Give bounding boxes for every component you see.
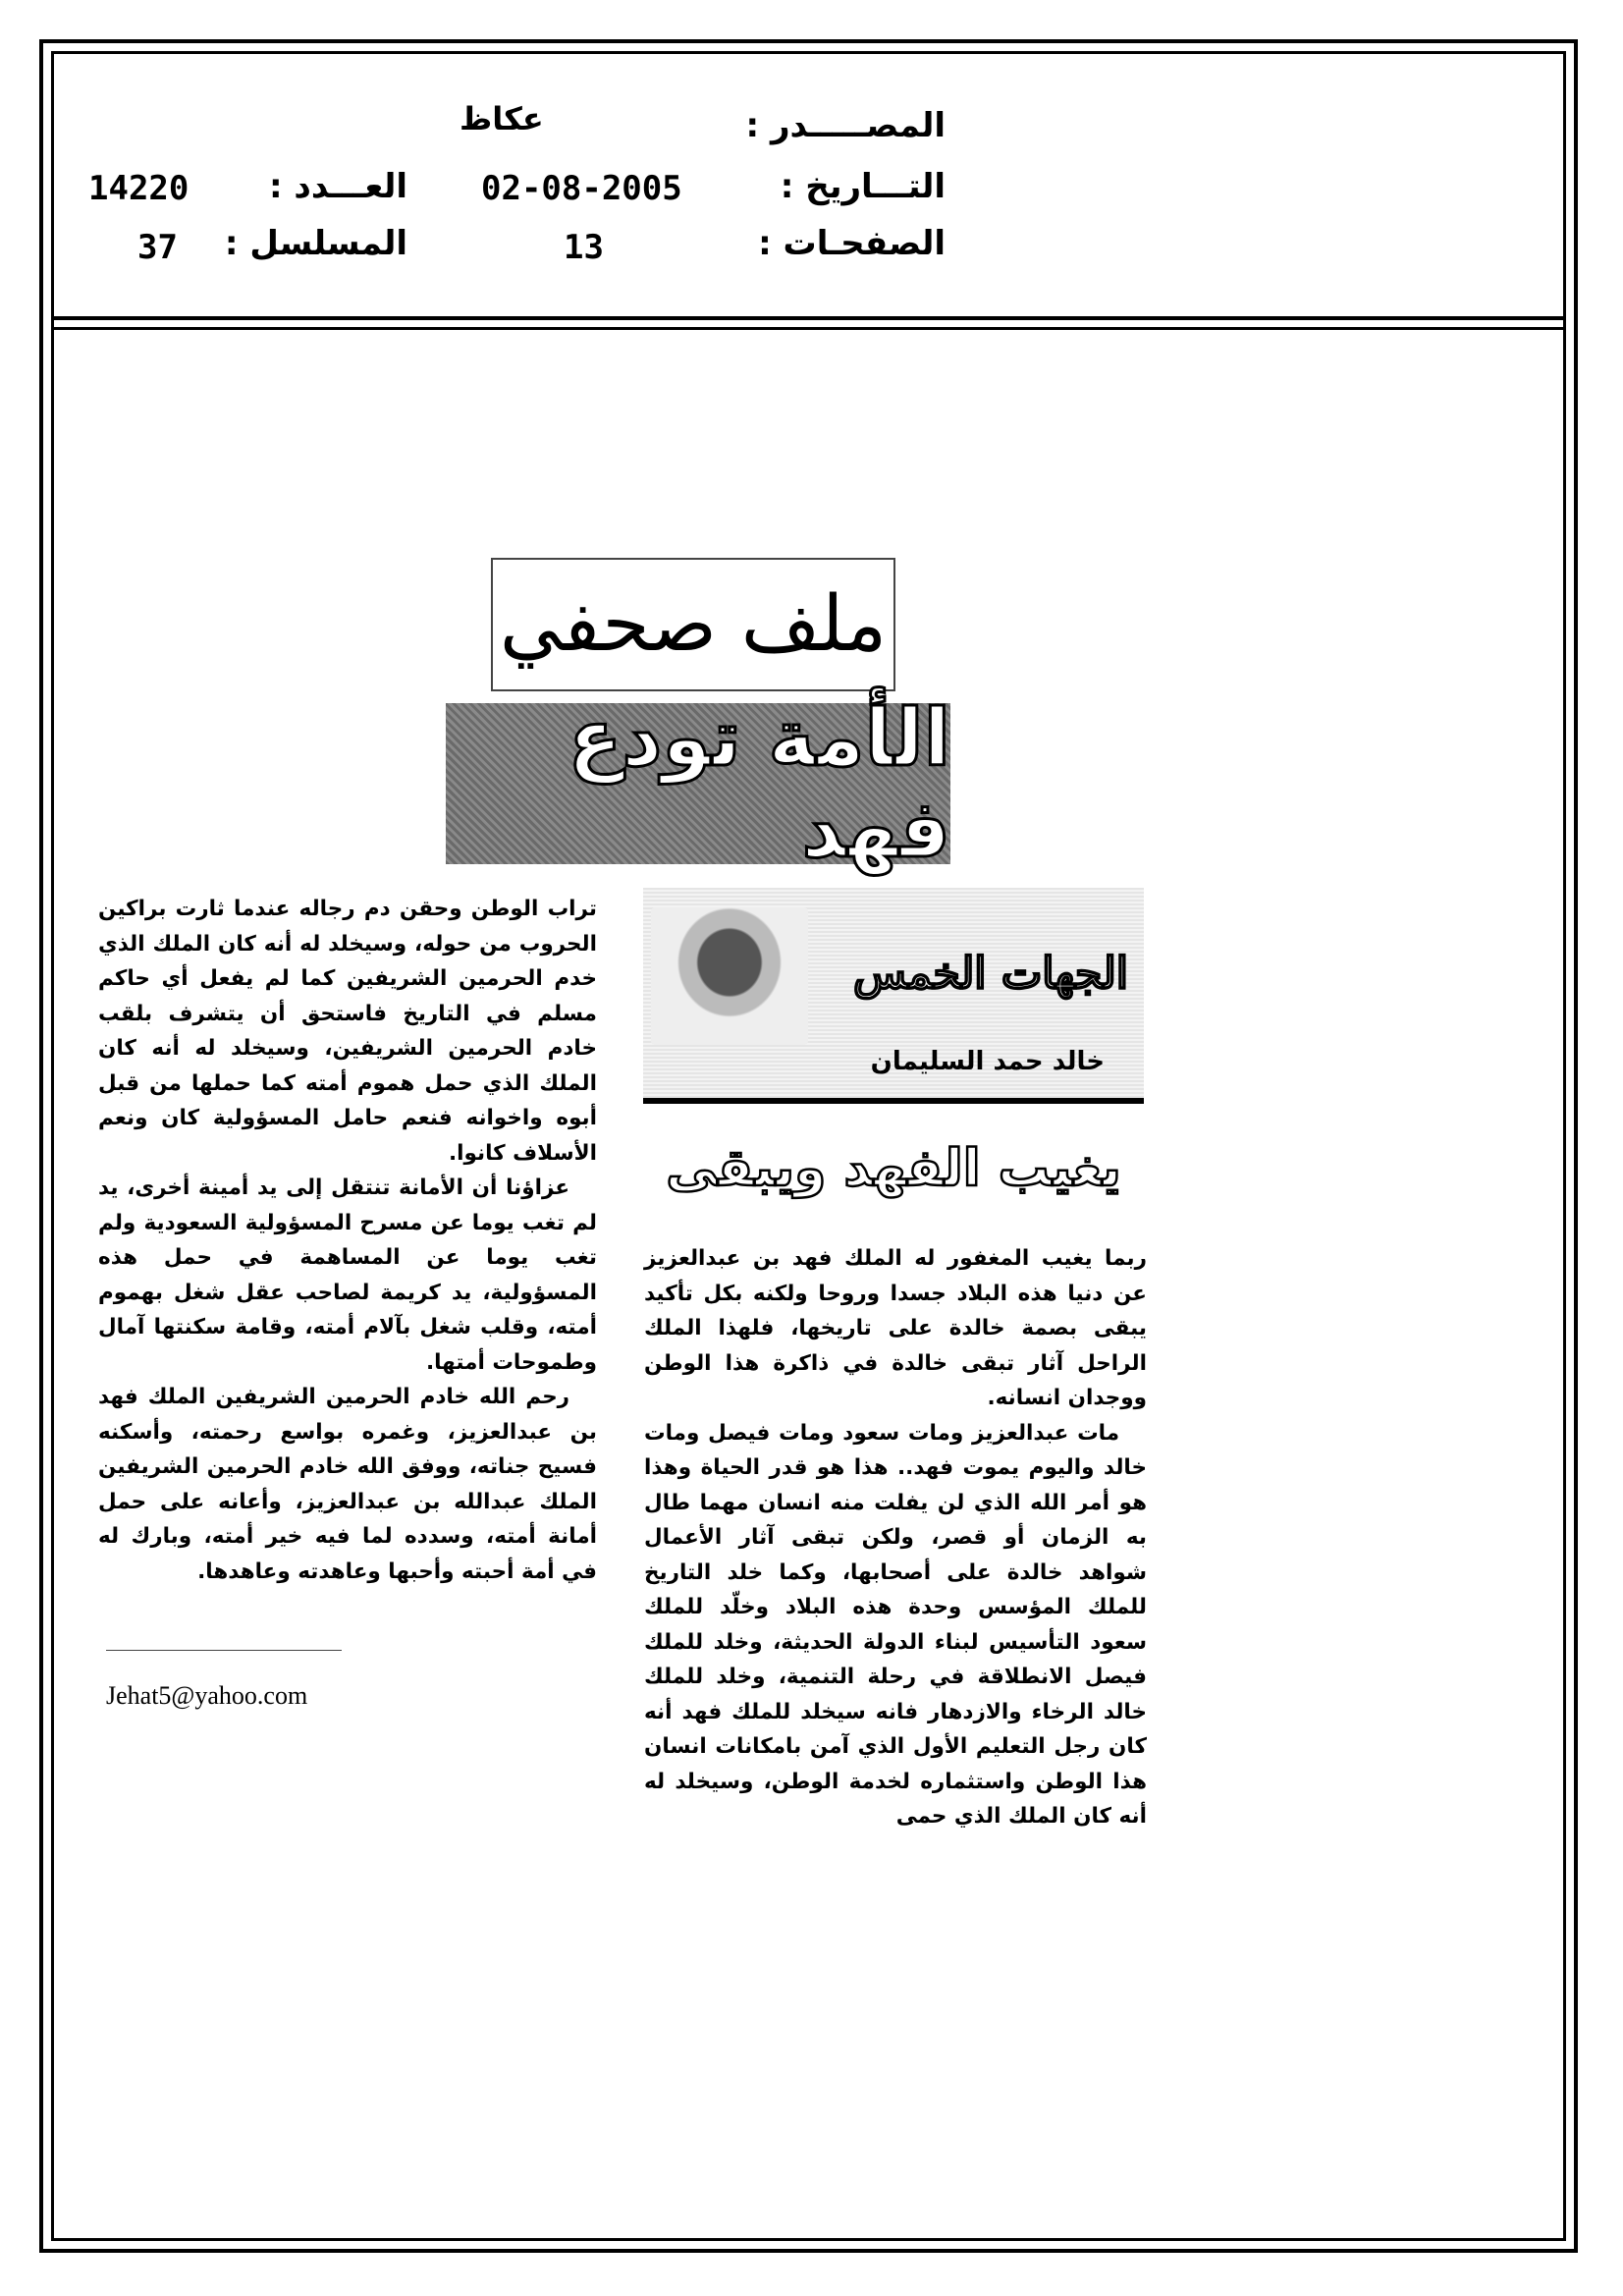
article-column-left — [98, 892, 597, 1589]
column-divider — [643, 1098, 1144, 1104]
signature-rule — [106, 1650, 342, 1651]
pages-value: 13 — [564, 228, 604, 267]
header-divider-secondary — [51, 327, 1566, 330]
author-name: خالد حمد السليمان — [870, 1047, 1105, 1076]
issue-label: العـــدد : — [269, 167, 407, 206]
column-header-box — [643, 888, 1144, 1104]
header-divider — [51, 316, 1566, 320]
paragraph: رحم الله خادم الحرمين الشريفين الملك فهد بن عبدالعزيز، وغمره بواسع رحمته، وأسكنه فسيح جناته، ووفق الله خادم الحرمين الشريفين الملك عبدالله بن عبدالعزيز، وأعانه على حمل أمانة أمته، وسدده لما فيه خير أمته، وبارك له في أمة أحبته وأحبها وعاهدته وعاهدها. — [98, 1385, 597, 1584]
pages-label: الصفحـات : — [758, 224, 946, 263]
article-column-right — [644, 1241, 1147, 1834]
paragraph: ربما يغيب المغفور له الملك فهد بن عبدالعزيز عن دنيا هذه البلاد جسدا وروحا ولكنه بكل تأكيد يبقى بصمة خالدة على تاريخها، فلهذا الملك الراحل آثار تبقى خالدة في ذاكرة هذا الوطن ووجدان انسانه. — [644, 1246, 1147, 1410]
issue-value: 14220 — [88, 169, 189, 208]
paragraph: مات عبدالعزيز ومات سعود ومات فيصل ومات خالد واليوم يموت فهد.. هذا هو قدر الحياة وهذا هو أمر الله الذي لن يفلت منه انسان مهما طال به الزمان أو قصر، ولكن تبقى آثار الأعمال شواهد خالدة على أصحابها، وكما خلد التاريخ للملك المؤسس وحدة هذه البلاد وخلّد للملك سعود التأسيس لبناء الدولة الحديثة، وخلد للملك فيصل الانطلاقة في رحلة التنمية، وخلد للملك خالد الرخاء والازدهار فانه سيخلد للملك فهد أنه كان رجل التعليم الأول الذي آمن بامكانات انسان هذا الوطن واستثماره لخدمة الوطن، وسيخلد له أنه كان الملك الذي حمى — [644, 1420, 1147, 1829]
column-logo: الجهات الخمس — [852, 949, 1128, 999]
headline-text: الأمة تودع فهد — [568, 692, 950, 875]
serial-value: 37 — [137, 228, 178, 267]
serial-label: المسلسل : — [224, 224, 407, 263]
author-photo — [651, 907, 808, 1045]
paragraph: تراب الوطن وحقن دم رجاله عندما ثارت براكين الحروب من حوله، وسيخلد له أنه كان الملك الذي خدم الحرمين الشريفين كما لم يفعل أي حاكم مسلم في التاريخ فاستحق أن يتشرف بلقب خادم الحرمين الشريفين، وسيخلد له أنه كان الملك الذي حمل هموم أمته كما حملها من قبل أبوه واخوانه فنعم حامل المسؤولية كان ونعم الأسلاف كانوا. — [98, 897, 597, 1166]
headline-banner — [446, 692, 950, 875]
article-title: يغيب الفهد ويبقى — [666, 1139, 1121, 1198]
date-value: 02-08-2005 — [481, 169, 682, 208]
source-label: المصـــــدر : — [745, 106, 946, 145]
press-file-title: ملف صحفي — [491, 558, 895, 691]
paragraph: عزاؤنا أن الأمانة تنتقل إلى يد أمينة أخرى، يد لم تغب يوما عن مسرح المسؤولية السعودية ولم تغب يوما عن المساهمة في حمل هذه المسؤولية، يد كريمة لصاحب عقل شغل بهموم أمته، وقلب شغل بآلام أمته، وقامة سكنتها آمال وطموحات أمتها. — [98, 1175, 597, 1375]
date-label: التـــاريخ : — [780, 167, 946, 206]
source-value: عكاظ — [460, 100, 544, 137]
author-email: Jehat5@yahoo.com — [106, 1681, 308, 1710]
